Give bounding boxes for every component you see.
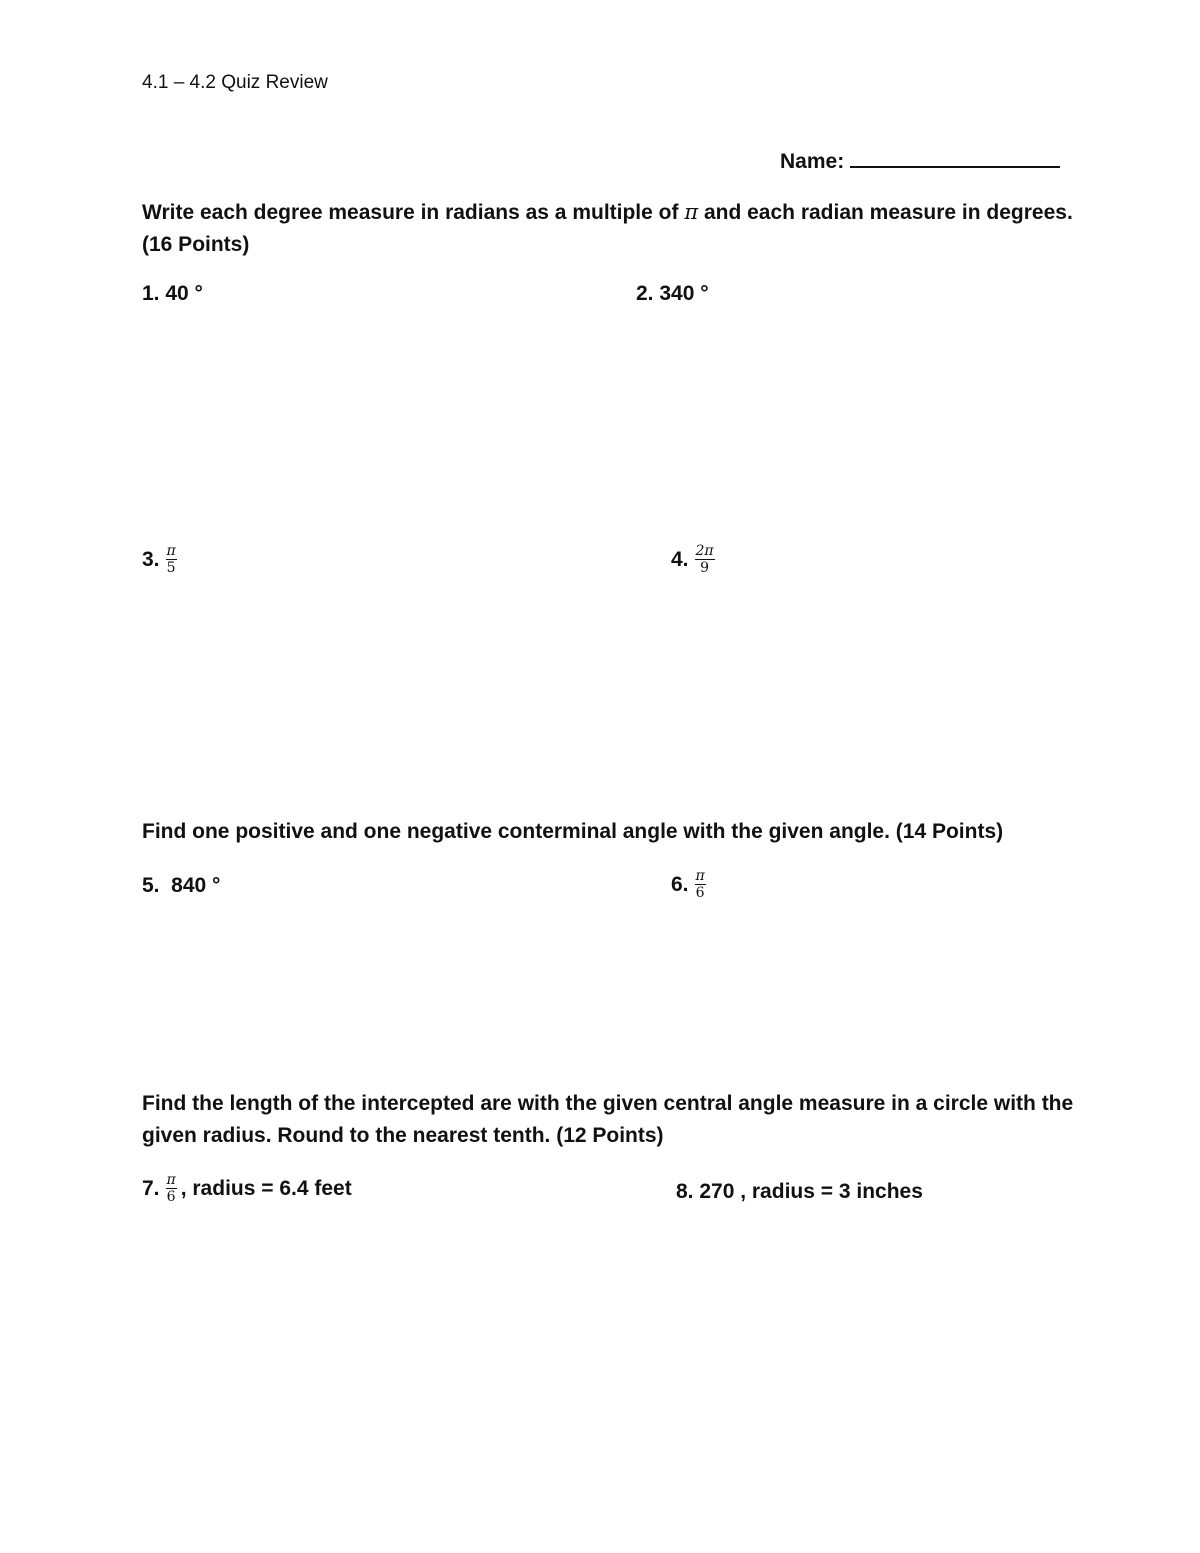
name-blank-line[interactable] bbox=[850, 144, 1060, 168]
page-title: 4.1 – 4.2 Quiz Review bbox=[142, 72, 328, 93]
section1-points: (16 Points) bbox=[142, 233, 250, 256]
section3-instruction-line2: given radius. Round to the nearest tenth. (12 Points) bbox=[142, 1124, 664, 1147]
section3-instruction-line1: Find the length of the intercepted are with the given central angle measure in a circle with the bbox=[142, 1092, 1074, 1115]
problem-6-label: 6. bbox=[671, 872, 689, 896]
problem-3-label: 3. bbox=[142, 547, 160, 571]
problem-7-radius: , radius = 6.4 feet bbox=[180, 1176, 352, 1200]
problem-3 bbox=[142, 543, 177, 576]
problem-4-label: 4. bbox=[671, 547, 689, 571]
problem-5-label: 5. 840 ° bbox=[142, 874, 221, 897]
problem-2-label: 2. 340 ° bbox=[636, 282, 709, 305]
fraction-denominator: 9 bbox=[700, 560, 710, 576]
problem-1-label: 1. 40 ° bbox=[142, 282, 203, 305]
problem-7 bbox=[142, 1172, 352, 1205]
problem-2 bbox=[636, 282, 709, 306]
fraction-numerator: π bbox=[166, 543, 176, 559]
section1-instruction bbox=[142, 196, 1073, 261]
problem-6-fraction bbox=[695, 868, 706, 901]
section1-instruction-part-a: Write each degree measure in radians as a multiple of bbox=[142, 201, 685, 224]
problem-3-fraction bbox=[166, 543, 177, 576]
problem-4 bbox=[671, 543, 715, 576]
problem-1 bbox=[142, 282, 203, 306]
name-label: Name: bbox=[780, 150, 845, 173]
problem-5 bbox=[142, 874, 220, 898]
problem-4-fraction bbox=[695, 543, 715, 576]
problem-7-label: 7. bbox=[142, 1176, 160, 1200]
problem-7-fraction bbox=[166, 1172, 177, 1205]
fraction-numerator: 2π bbox=[695, 543, 714, 559]
section1-instruction-part-b: and each radian measure in degrees. bbox=[698, 201, 1073, 224]
fraction-numerator: π bbox=[695, 868, 705, 884]
fraction-denominator: 6 bbox=[695, 885, 705, 901]
problem-6 bbox=[671, 868, 706, 901]
fraction-denominator: 5 bbox=[166, 560, 176, 576]
section2-instruction: Find one positive and one negative conterminal angle with the given angle. (14 Points) bbox=[142, 820, 1004, 843]
problem-8 bbox=[676, 1180, 923, 1204]
section3-instruction bbox=[142, 1088, 1073, 1152]
fraction-denominator: 6 bbox=[166, 1189, 176, 1205]
fraction-numerator: π bbox=[166, 1172, 176, 1188]
pi-symbol: π bbox=[684, 200, 699, 224]
name-field[interactable] bbox=[780, 144, 1060, 174]
problem-8-label: 8. 270 , radius = 3 inches bbox=[676, 1180, 923, 1203]
